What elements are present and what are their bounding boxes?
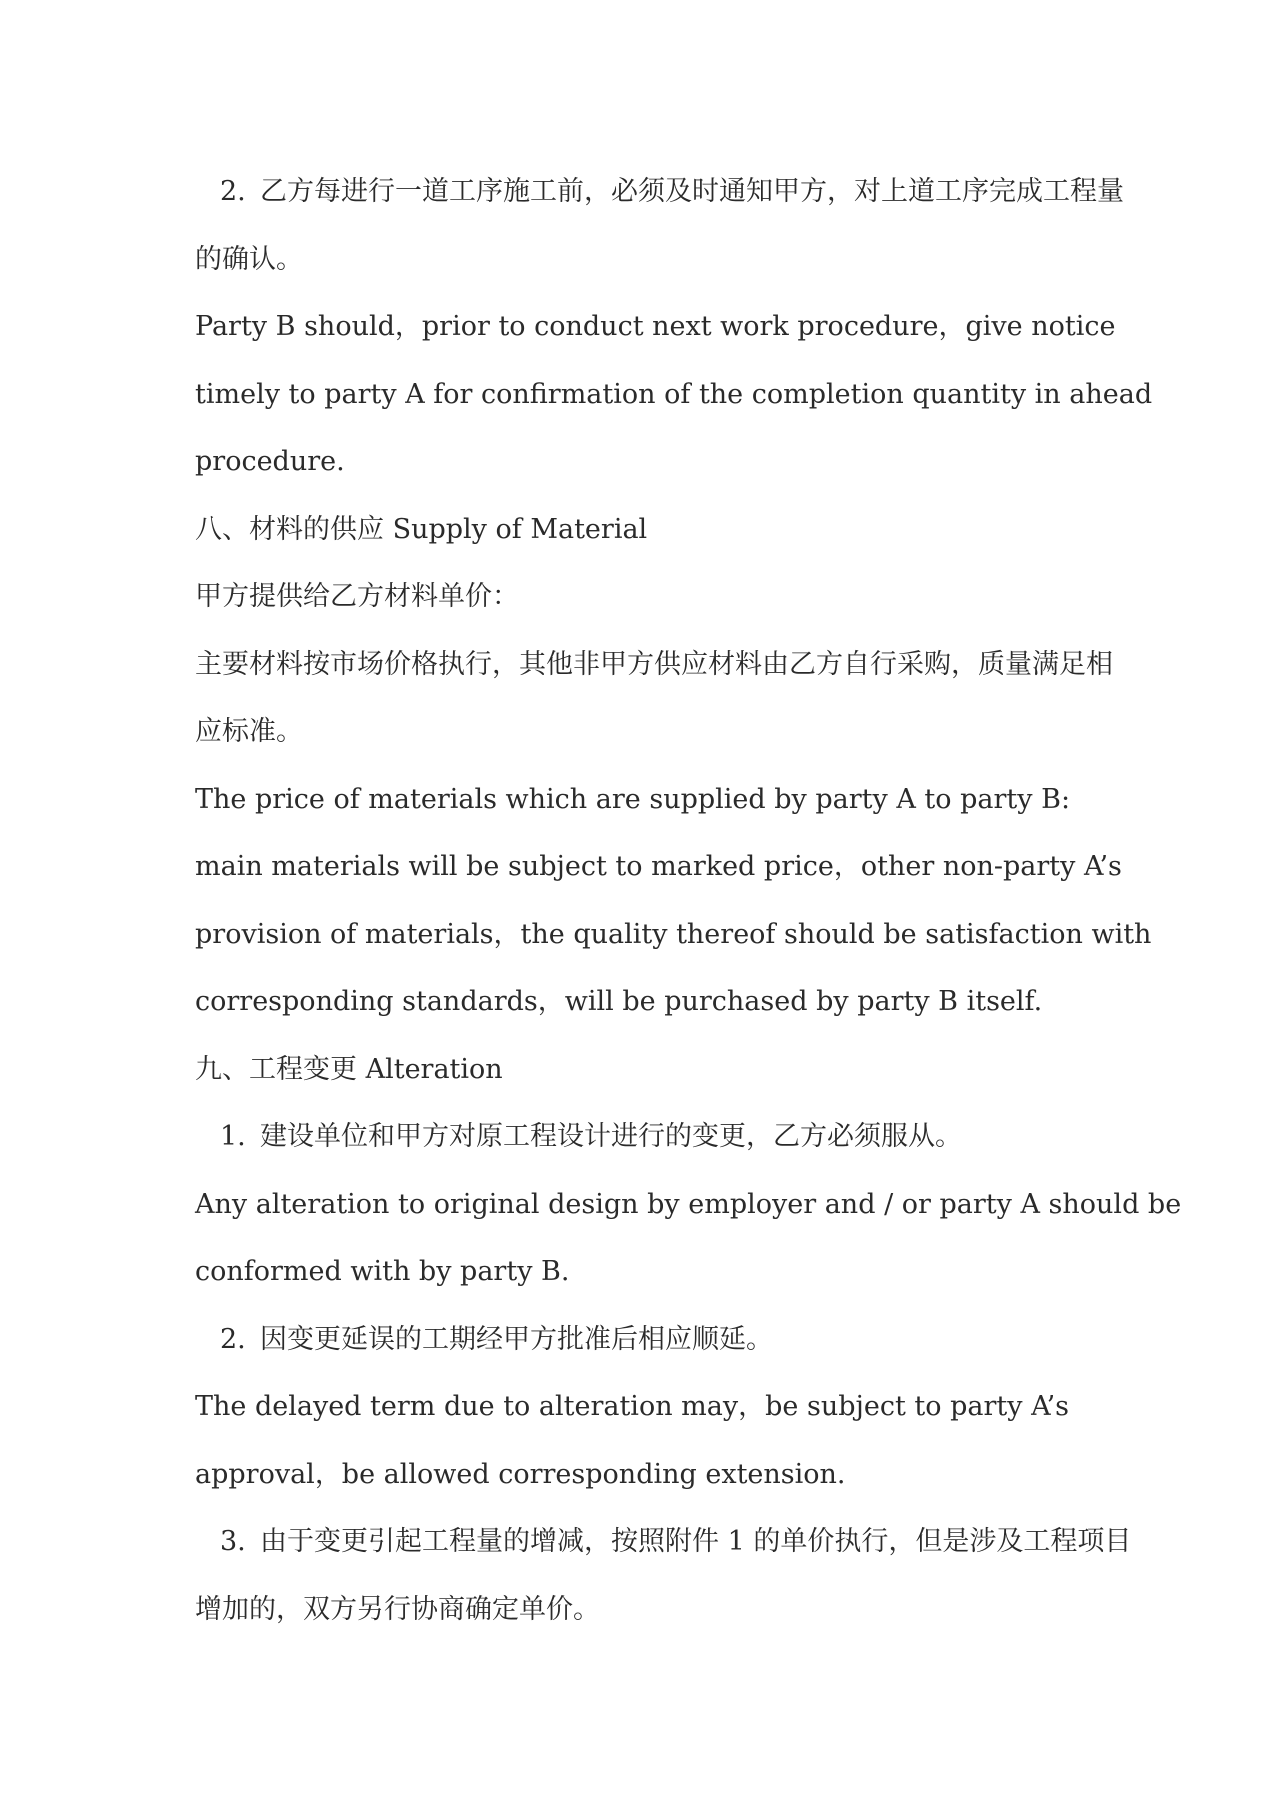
list-number: 3. xyxy=(220,1526,246,1557)
clause-9-1-en-line-2: conformed with by party B. xyxy=(195,1256,570,1287)
section-8-cn-intro: 甲方提供给乙方材料单价： xyxy=(195,581,519,612)
line-text: 乙方每进行一道工序施工前，必须及时通知甲方，对上道工序完成工程量 xyxy=(260,176,1124,207)
clause-9-3-cn-line-2: 增加的，双方另行协商确定单价。 xyxy=(195,1593,600,1625)
clause-7-2-cn-line-1 xyxy=(195,158,1124,226)
clause-7-2-cn-line-2: 的确认。 xyxy=(195,243,303,275)
line-text: 建设单位和甲方对原工程设计进行的变更，乙方必须服从。 xyxy=(260,1121,962,1152)
document-body xyxy=(195,158,1182,1643)
line-text: 因变更延误的工期经甲方批准后相应顺延。 xyxy=(260,1323,773,1355)
section-8-en-line-1: main materials will be subject to marked price，other non-party A’s xyxy=(195,851,1122,882)
clause-9-1-en-line-1: Any alteration to original design by employer and / or party A should be xyxy=(195,1188,1182,1220)
section-8-en-intro: The price of materials which are supplied by party A to party B: xyxy=(195,783,1071,815)
list-number: 2. xyxy=(220,1323,246,1355)
clause-9-2-en-line-2: approval，be allowed corresponding extension. xyxy=(195,1458,846,1490)
section-8-en-line-3: corresponding standards，will be purchased by party B itself. xyxy=(195,986,1043,1017)
list-number: 2. xyxy=(220,176,246,207)
section-8-en-line-2: provision of materials，the quality thereof should be satisfaction with xyxy=(195,918,1152,950)
section-9-heading: 九、工程变更 Alteration xyxy=(195,1053,503,1085)
clause-7-2-en-line-3: procedure. xyxy=(195,446,345,477)
clause-9-2-en-line-1: The delayed term due to alteration may，be subject to party A’s xyxy=(195,1391,1070,1422)
clause-9-3-cn-line-1 xyxy=(195,1508,1132,1576)
clause-7-2-en-line-1: Party B should，prior to conduct next work procedure，give notice xyxy=(195,311,1116,342)
clause-9-1-cn xyxy=(195,1103,1105,1171)
line-text: 由于变更引起工程量的增减，按照附件 1 的单价执行，但是涉及工程项目 xyxy=(260,1526,1132,1557)
section-8-cn-line-1: 主要材料按市场价格执行，其他非甲方供应材料由乙方自行采购，质量满足相 xyxy=(195,648,1113,680)
section-8-cn-line-2: 应标准。 xyxy=(195,716,303,747)
list-number: 1. xyxy=(220,1121,246,1152)
section-8-heading: 八、材料的供应 Supply of Material xyxy=(195,513,648,545)
clause-9-2-cn xyxy=(195,1306,1105,1374)
clause-7-2-en-line-2: timely to party A for confirmation of the completion quantity in ahead xyxy=(195,378,1153,410)
